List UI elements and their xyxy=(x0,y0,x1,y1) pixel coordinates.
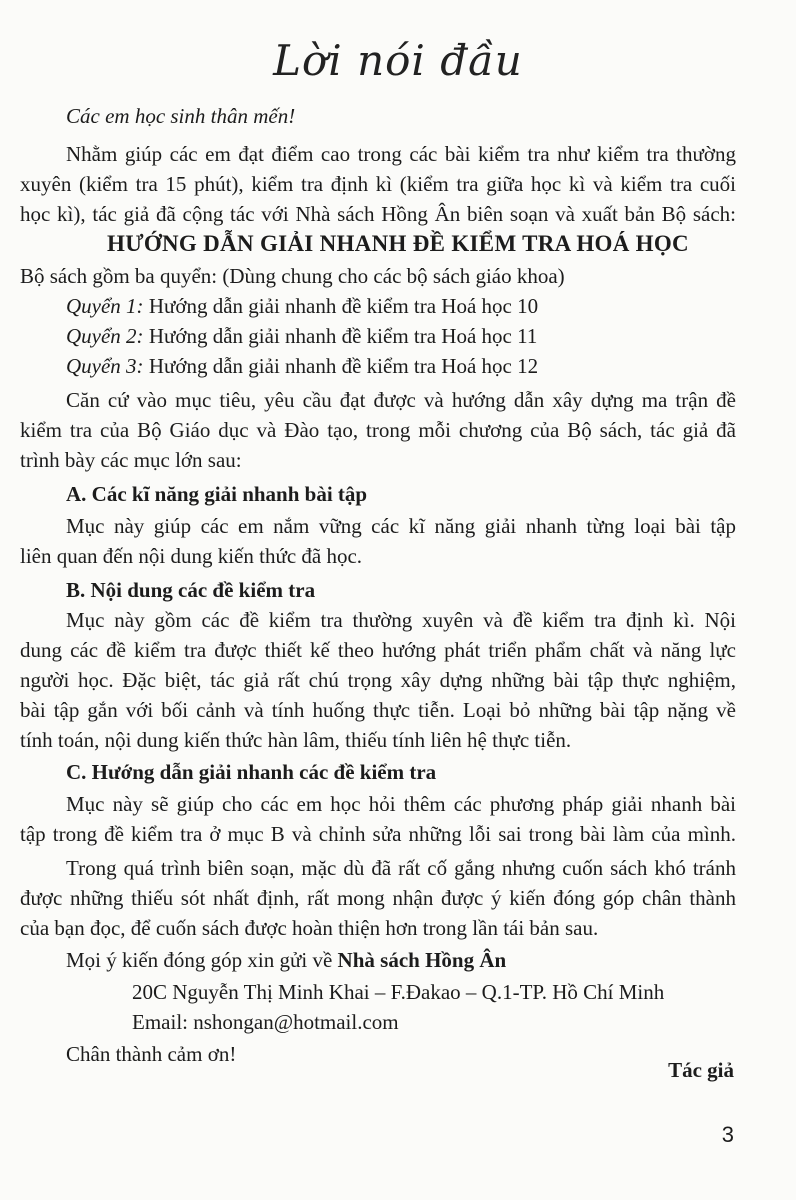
volume-label: Quyển 1: xyxy=(66,294,144,318)
intro-line: xuyên (kiểm tra 15 phút), kiểm tra định kì (kiểm tra giữa học kì và kiểm tra cuối xyxy=(20,172,736,196)
section-b-line: Mục này gồm các đề kiểm tra thường xuyên và đề kiểm tra định kì. Nội xyxy=(66,608,736,632)
section-b-line: bài tập gắn với bối cảnh và tính huống thực tiễn. Loại bỏ những bài tập nặng về xyxy=(20,698,736,722)
closing-line: của bạn đọc, để cuốn sách được hoàn thiện hơn trong lần tái bản sau. xyxy=(20,916,599,940)
section-heading-c: C. Hướng dẫn giải nhanh các đề kiểm tra xyxy=(66,760,437,784)
basis-line: Căn cứ vào mục tiêu, yêu cầu đạt được và hướng dẫn xây dựng ma trận đề xyxy=(66,388,736,412)
contact-email: Email: nshongan@hotmail.com xyxy=(132,1010,399,1034)
section-c-line: tập trong đề kiểm tra ở mục B và chỉnh sửa những lỗi sai trong bài làm của mình. xyxy=(20,822,736,846)
volume-item xyxy=(66,292,796,320)
closing-line: Trong quá trình biên soạn, mặc dù đã rất cố gắng nhưng cuốn sách khó tránh xyxy=(66,856,736,880)
section-b-line: dung các đề kiểm tra được thiết kế theo hướng phát triển phẩm chất và năng lực xyxy=(20,638,736,662)
series-intro: Bộ sách gồm ba quyển: (Dùng chung cho các bộ sách giáo khoa) xyxy=(20,264,565,288)
volume-text: Hướng dẫn giải nhanh đề kiểm tra Hoá học 12 xyxy=(143,354,539,378)
volume-label: Quyển 3: xyxy=(66,354,144,378)
volume-item xyxy=(66,352,796,380)
page-title: Lời nói đầu xyxy=(273,36,523,85)
intro-line: học kì), tác giả đã cộng tác với Nhà sách Hồng Ân biên soạn và xuất bản Bộ sách: xyxy=(20,202,736,226)
volume-text: Hướng dẫn giải nhanh đề kiểm tra Hoá học 11 xyxy=(143,324,538,348)
section-a-line: Mục này giúp các em nắm vững các kĩ năng giải nhanh từng loại bài tập xyxy=(66,514,736,538)
volume-label: Quyển 2: xyxy=(66,324,144,348)
contact-prefix: Mọi ý kiến đóng góp xin gửi về xyxy=(66,948,338,972)
thanks: Chân thành cảm ơn! xyxy=(66,1042,237,1066)
section-a-line: liên quan đến nội dung kiến thức đã học. xyxy=(20,544,363,568)
closing-line: được những thiếu sót nhất định, rất mong nhận được ý kiến đóng góp chân thành xyxy=(20,886,736,910)
section-heading-a: A. Các kĩ năng giải nhanh bài tập xyxy=(66,482,368,506)
signature: Tác giả xyxy=(668,1058,734,1082)
greeting: Các em học sinh thân mến! xyxy=(66,104,296,128)
volume-item xyxy=(66,322,796,350)
basis-line: trình bày các mục lớn sau: xyxy=(20,448,242,472)
section-b-line: tính toán, nội dung kiến thức hàn lâm, thiếu tính liên hệ thực tiễn. xyxy=(20,728,572,752)
volume-text: Hướng dẫn giải nhanh đề kiểm tra Hoá học 10 xyxy=(143,294,539,318)
section-c-line: Mục này sẽ giúp cho các em học hỏi thêm các phương pháp giải nhanh bài xyxy=(66,792,736,816)
intro-line: Nhằm giúp các em đạt điểm cao trong các bài kiểm tra như kiểm tra thường xyxy=(66,142,736,166)
section-heading-b: B. Nội dung các đề kiểm tra xyxy=(66,578,316,602)
contact-address: 20C Nguyễn Thị Minh Khai – F.Đakao – Q.1-TP. Hồ Chí Minh xyxy=(132,980,665,1004)
contact-line xyxy=(66,946,796,974)
section-b-line: người học. Đặc biệt, tác giả rất chú trọng xây dựng những bài tập thực nghiệm, xyxy=(20,668,736,692)
publisher-name: Nhà sách Hồng Ân xyxy=(337,948,507,972)
book-series-title: HƯỚNG DẪN GIẢI NHANH ĐỀ KIỂM TRA HOÁ HỌC xyxy=(107,231,689,256)
basis-line: kiểm tra của Bộ Giáo dục và Đào tạo, trong mỗi chương của Bộ sách, tác giả đã xyxy=(20,418,736,442)
page-number: 3 xyxy=(721,1122,734,1147)
